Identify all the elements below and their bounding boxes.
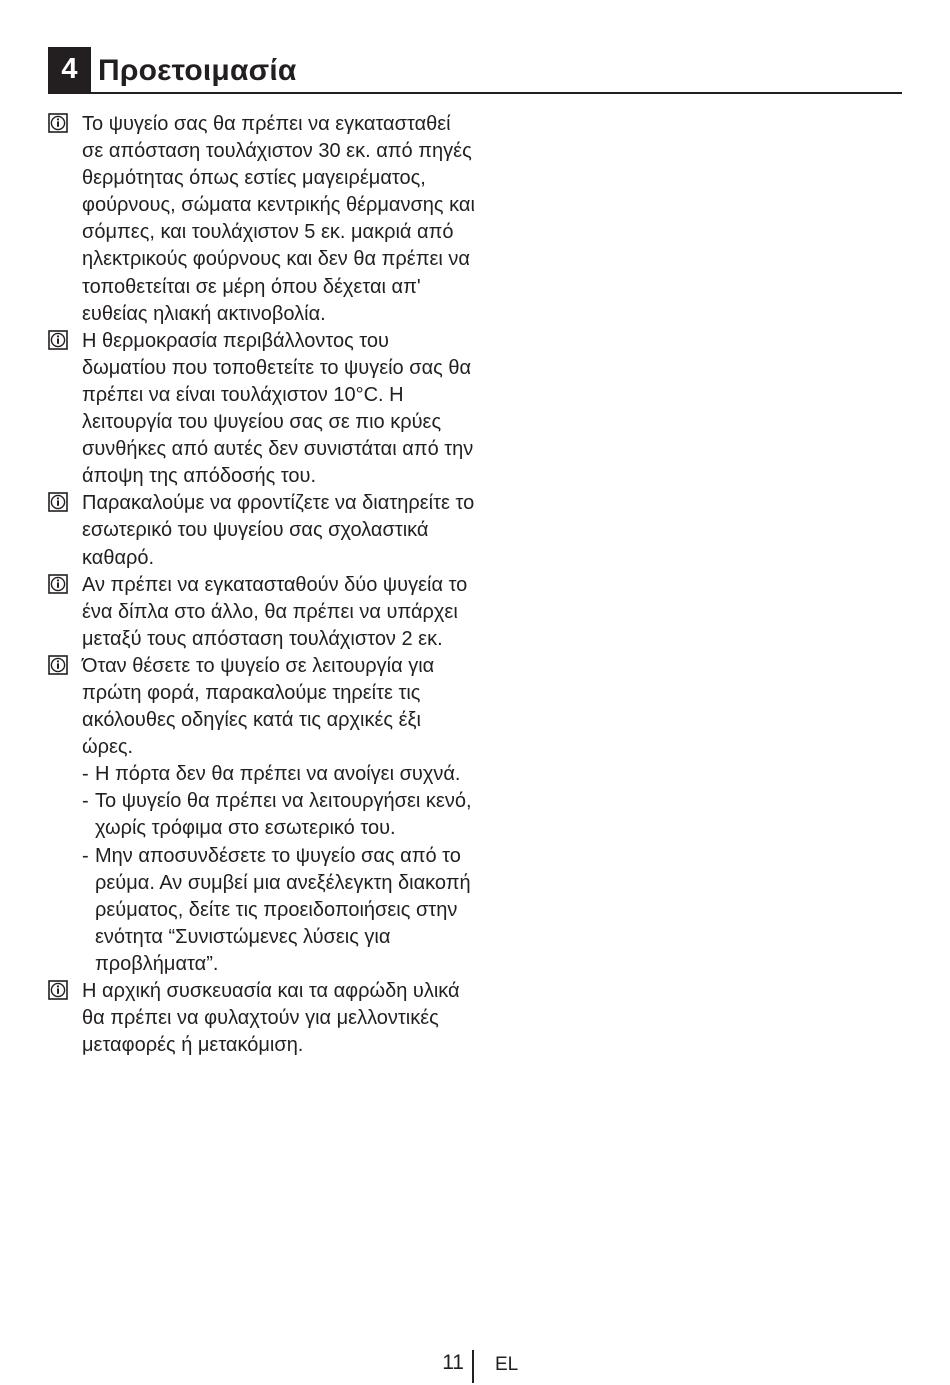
- footer-divider: [472, 1350, 474, 1383]
- sub-item: - Η πόρτα δεν θα πρέπει να ανοίγει συχνά.: [82, 761, 477, 788]
- section-number: 4: [48, 47, 91, 92]
- list-item: [82, 572, 477, 653]
- info-icon: [48, 330, 68, 350]
- list-item: [82, 978, 477, 1059]
- info-icon: [48, 492, 68, 512]
- list-item: [82, 111, 477, 328]
- list-item: [82, 490, 477, 571]
- item-text: Αν πρέπει να εγκατασταθούν δύο ψυγεία το ένα δίπλα στο άλλο, θα πρέπει να υπάρχει μεταξύ τους απόσταση τουλάχιστον 2 εκ.: [82, 573, 468, 650]
- content-list: [82, 111, 477, 1059]
- info-icon: [48, 113, 68, 133]
- item-text: Παρακαλούμε να φροντίζετε να διατηρείτε το εσωτερικό του ψυγείου σας σχολαστικά καθαρό.: [82, 492, 475, 569]
- item-text: Η αρχική συσκευασία και τα αφρώδη υλικά θα πρέπει να φυλαχτούν για μελλοντικές μεταφορές ή μετακόμιση.: [82, 980, 460, 1057]
- item-text: Το ψυγείο σας θα πρέπει να εγκατασταθεί σε απόσταση τουλάχιστον 30 εκ. από πηγές θερμότητας όπως εστίες μαγειρέματος, φούρνους, σώματα κεντρικής θέρμανσης και σόμπες, και τουλάχιστον 5 εκ. μακριά από ηλεκτρικούς φούρνους και δεν θα πρέπει να τοποθετείται σε μέρη όπου δέχεται απ' ευθείας ηλιακή ακτινοβολία.: [82, 113, 475, 325]
- sub-item: - Το ψυγείο θα πρέπει να λειτουργήσει κενό, χωρίς τρόφιμα στο εσωτερικό του.: [82, 788, 477, 842]
- info-icon: [48, 655, 68, 675]
- page-number: 11: [442, 1351, 464, 1374]
- sub-item: - Μην αποσυνδέσετε το ψυγείο σας από το ρεύμα. Αν συμβεί μια ανεξέλεγκτη διακοπή ρεύματος, δείτε τις προειδοποιήσεις στην ενότητα “Συνιστώμενες λύσεις για προβλήματα”.: [82, 843, 477, 978]
- item-text: Όταν θέσετε το ψυγείο σε λειτουργία για πρώτη φορά, παρακαλούμε τηρείτε τις ακόλουθες οδηγίες κατά τις αρχικές έξι ώρες.: [82, 654, 435, 759]
- info-icon: [48, 980, 68, 1000]
- section-header: [48, 47, 902, 94]
- page-footer: [0, 1345, 950, 1385]
- item-text: Η θερμοκρασία περιβάλλοντος του δωματίου που τοποθετείτε το ψυγείο σας θα πρέπει να είναι τουλάχιστον 10°C. Η λειτουργία του ψυγείου σας σε πιο κρύες συνθήκες από αυτές δεν συνιστάται από την άποψη της απόδοσής του.: [82, 329, 474, 488]
- info-icon: [48, 574, 68, 594]
- language-code: EL: [495, 1354, 519, 1375]
- list-item: [82, 653, 477, 978]
- section-title: Προετοιμασία: [98, 54, 297, 87]
- list-item: [82, 328, 477, 491]
